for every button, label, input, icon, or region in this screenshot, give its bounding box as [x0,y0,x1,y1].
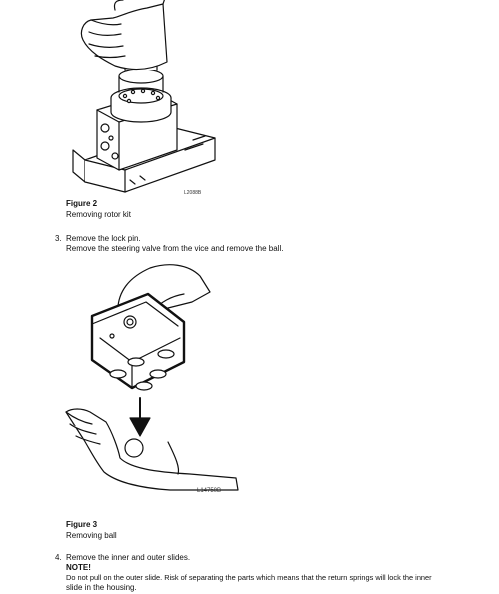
down-arrow-icon [130,398,150,436]
steering-valve-icon [92,294,184,390]
step-3-line-2: Remove the steering valve from the vice and remove the ball. [66,244,284,253]
figure-3-label: Figure 3 [66,520,98,529]
ball-icon [125,439,143,457]
note-line-2: slide in the housing. [66,583,137,592]
figure-2-tag: L2088B [184,190,202,196]
step-4-number: 4. [55,553,62,562]
note-label: NOTE! [66,563,91,572]
figure-3-illustration [60,262,240,492]
hand-icon [81,0,167,69]
figure-2-caption: Removing rotor kit [66,210,131,219]
step-3-number: 3. [55,234,62,243]
step-3-line-1: Remove the lock pin. [66,234,141,243]
lower-hand-icon [66,409,238,490]
note-line-1: Do not pull on the outer slide. Risk of separating the parts which means that the return springs will lock the inner [66,573,432,582]
figure-3-tag: L14750B [197,488,222,494]
figure-2-illustration [55,0,225,200]
figure-2-label: Figure 2 [66,199,98,208]
step-4-line-1: Remove the inner and outer slides. [66,553,191,562]
rotor-kit-icon [111,62,171,122]
figure-3-caption: Removing ball [66,531,117,540]
